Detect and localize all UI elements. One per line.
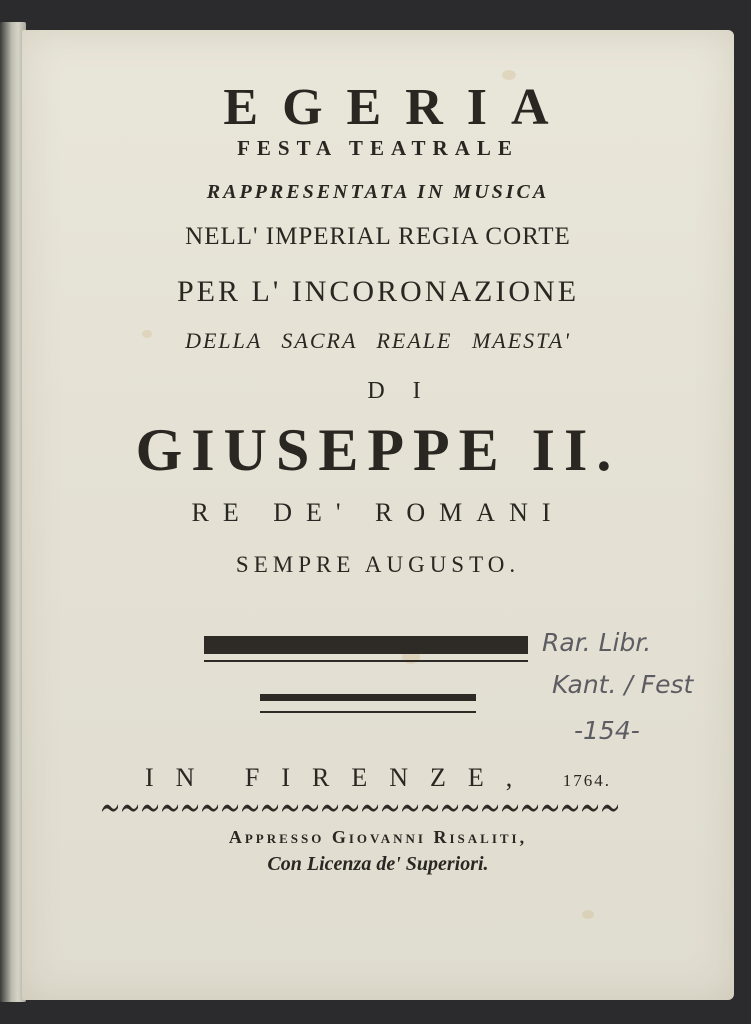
subtitle-incoronazione: PER L' INCORONAZIONE <box>176 275 580 308</box>
ornament-motif <box>282 804 298 812</box>
ornament-motif <box>362 804 378 812</box>
short-thin-rule <box>260 711 476 713</box>
ornament-motif <box>262 804 278 812</box>
ornament-motif <box>542 804 558 812</box>
ornament-motif <box>222 804 238 812</box>
imprint-city-name: IN FIRENZE, <box>144 763 563 792</box>
foxing-spot <box>582 910 594 919</box>
ornament-motif <box>102 804 118 812</box>
imprint-year: 1764. <box>562 771 612 790</box>
subtitle-di: DI <box>367 378 449 404</box>
ornament-motif <box>422 804 438 812</box>
ornament-motif <box>202 804 218 812</box>
handwritten-note-line3: -154- <box>574 716 640 745</box>
subtitle-re: RE DE' ROMANI <box>191 498 565 527</box>
ornament-motif <box>142 804 158 812</box>
subtitle-corte: NELL' IMPERIAL REGIA CORTE <box>185 223 571 250</box>
handwritten-note-line1: Rar. Libr. <box>542 628 652 657</box>
imprint-printer: Appresso Giovanni Risaliti, <box>228 827 528 847</box>
ornament-motif <box>162 804 178 812</box>
ornament-motif <box>242 804 258 812</box>
ornament-motif <box>562 804 578 812</box>
page-title: EGERIA <box>223 79 573 136</box>
ornament-motif <box>382 804 398 812</box>
ornament-border <box>100 800 620 814</box>
ornament-motif <box>302 804 318 812</box>
subtitle-rappresentata: RAPPRESENTATA IN MUSICA <box>206 181 550 203</box>
subtitle-maesta: DELLA SACRA REALE MAESTA' <box>185 328 571 353</box>
ornament-motif <box>482 804 498 812</box>
thick-rule <box>204 636 528 654</box>
imprint-license: Con Licenza de' Superiori. <box>267 853 489 875</box>
subtitle-augusto: SEMPRE AUGUSTO. <box>235 552 521 577</box>
ornament-motif <box>602 804 618 812</box>
ornament-motif <box>122 804 138 812</box>
subtitle-festa: FESTA TEATRALE <box>237 136 519 160</box>
imprint-city <box>22 763 734 793</box>
ornament-motif <box>322 804 338 812</box>
honoree-name: GIUSEPPE II. <box>135 417 621 483</box>
ornament-motif <box>182 804 198 812</box>
short-rule <box>260 694 476 701</box>
thin-rule <box>204 660 528 662</box>
ornament-motif <box>402 804 418 812</box>
ornament-motif <box>582 804 598 812</box>
ornament-motif <box>522 804 538 812</box>
ornament-motif <box>462 804 478 812</box>
handwritten-note-line2: Kant. / Fest <box>552 670 694 699</box>
ornament-motif <box>442 804 458 812</box>
title-page <box>22 30 734 1000</box>
ornament-motif <box>342 804 358 812</box>
ornament-motif <box>502 804 518 812</box>
